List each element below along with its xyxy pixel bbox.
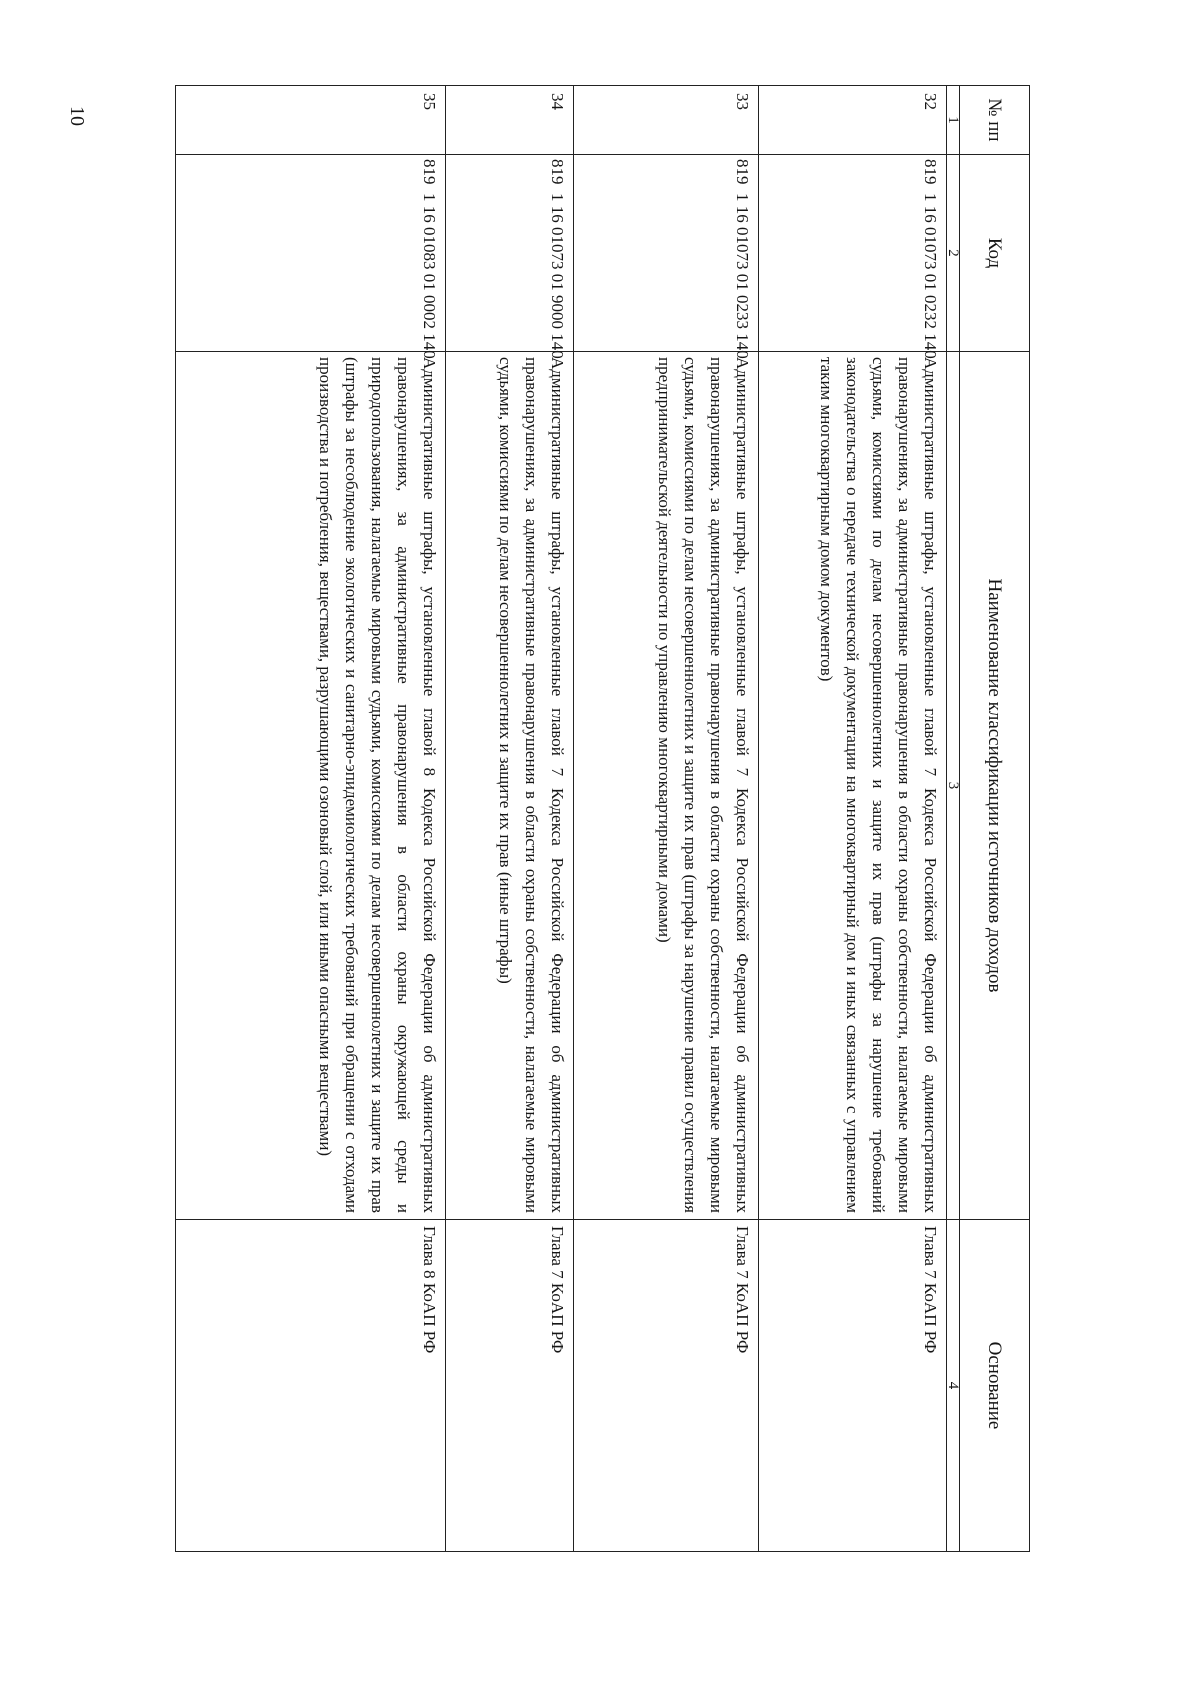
table-row bbox=[759, 86, 947, 1552]
column-number-row bbox=[947, 86, 960, 1552]
income-code bbox=[574, 155, 759, 359]
column-number: 1 bbox=[947, 86, 960, 155]
column-number: 2 bbox=[947, 155, 960, 352]
table-row bbox=[176, 86, 446, 1552]
row-number: 34 bbox=[446, 86, 574, 155]
row-number: 35 bbox=[176, 86, 446, 155]
income-description: Административные штрафы, установленные главой 8 Кодекса Российской Федерации об административных правонарушениях, за административные правонарушения в области охраны окружающей среды и природопользования, налагаемые мировыми судьями, комиссиями по делам несовершеннолетних и защите их прав (штрафы за несоблюдение экологических и санитарно-эпидемиологических требований при обращении с отходами производства и потребления, веществами, разрушающими озоновый слой, или иными опасными веществами) bbox=[176, 352, 446, 1220]
income-description: Административные штрафы, установленные главой 7 Кодекса Российской Федерации об административных правонарушениях, за административные правонарушения в области охраны собственности, налагаемые мировыми судьями, комиссиями по делам несовершеннолетних и защите их прав (иные штрафы) bbox=[446, 352, 574, 1220]
row-number: 32 bbox=[759, 86, 947, 155]
admin-code: 819 bbox=[548, 159, 567, 185]
legal-basis: Глава 8 КоАП РФ bbox=[176, 1220, 446, 1552]
admin-code: 819 bbox=[921, 159, 940, 185]
revenue-classification-table bbox=[175, 85, 1030, 1552]
budget-code: 1 16 01073 01 0232 140 bbox=[921, 193, 940, 359]
row-number: 33 bbox=[574, 86, 759, 155]
header-code: Код bbox=[960, 155, 1030, 352]
rotated-table-frame bbox=[176, 85, 1030, 1551]
income-code bbox=[176, 155, 446, 359]
table-row bbox=[574, 86, 759, 1552]
admin-code: 819 bbox=[420, 159, 439, 185]
budget-code: 1 16 01073 01 9000 140 bbox=[548, 193, 567, 359]
income-description: Административные штрафы, установленные главой 7 Кодекса Российской Федерации об административных правонарушениях, за административные правонарушения в области охраны собственности, налагаемые мировыми судьями, комиссиями по делам несовершеннолетних и защите их прав (штрафы за нарушение требований законодательства о передаче технической документации на многоквартирный дом и иных связанных с управлением таким многоквартирным домом документов) bbox=[759, 352, 947, 1220]
header-name: Наименование классификации источников доходов bbox=[960, 352, 1030, 1220]
header-basis: Основание bbox=[960, 1220, 1030, 1552]
budget-code: 1 16 01083 01 0002 140 bbox=[420, 193, 439, 359]
legal-basis: Глава 7 КоАП РФ bbox=[446, 1220, 574, 1552]
legal-basis: Глава 7 КоАП РФ bbox=[574, 1220, 759, 1552]
page-number: 10 bbox=[66, 106, 88, 126]
column-number: 3 bbox=[947, 352, 960, 1220]
header-row bbox=[960, 86, 1030, 1552]
income-description: Административные штрафы, установленные главой 7 Кодекса Российской Федерации об административных правонарушениях, за административные правонарушения в области охраны собственности, налагаемые мировыми судьями, комиссиями по делам несовершеннолетних и защите их прав (штрафы за нарушение правил осуществления предпринимательской деятельности по управлению многоквартирными домами) bbox=[574, 352, 759, 1220]
table-row bbox=[446, 86, 574, 1552]
income-code bbox=[759, 155, 947, 359]
column-number: 4 bbox=[947, 1220, 960, 1552]
legal-basis: Глава 7 КоАП РФ bbox=[759, 1220, 947, 1552]
budget-code: 1 16 01073 01 0233 140 bbox=[733, 193, 752, 359]
header-no: № пп bbox=[960, 86, 1030, 155]
income-code bbox=[446, 155, 574, 359]
admin-code: 819 bbox=[733, 159, 752, 185]
